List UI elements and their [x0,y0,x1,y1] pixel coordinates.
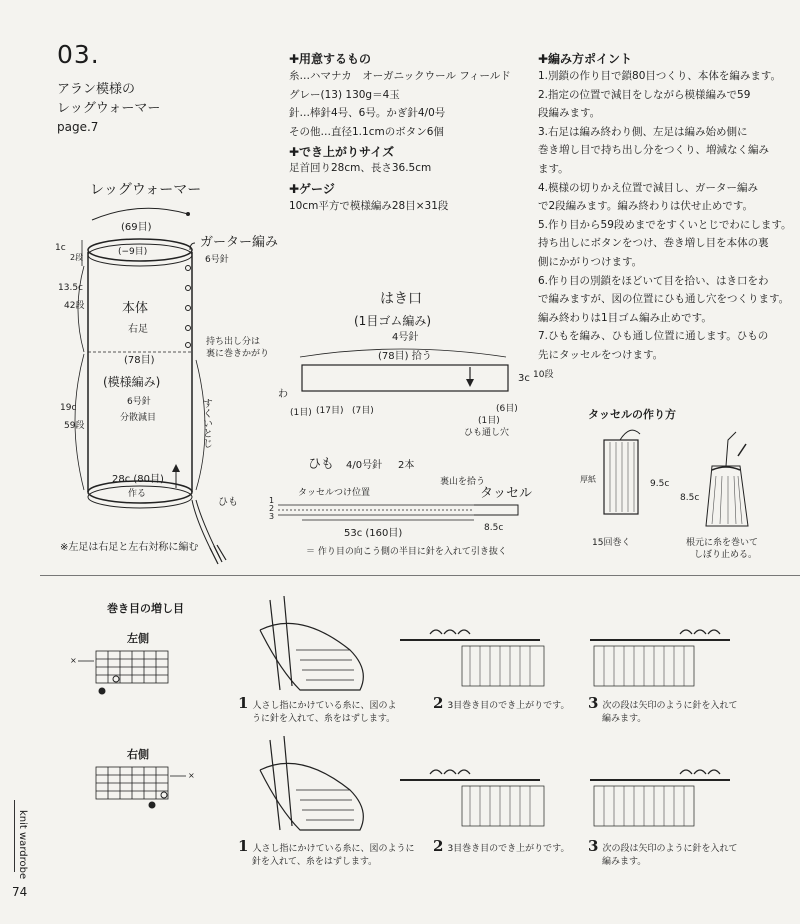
string-8-5c: 8.5c [484,523,504,533]
dim-19c: 19c [60,403,77,413]
makime-left-label: 左側 [127,632,149,645]
dim-42dan: 42段 [64,301,85,311]
extension-note-2: 裏に巻きかがり [206,349,270,359]
materials-line: その他…直径1.1cmのボタン6個 [289,125,444,138]
tassel-8-5c: 8.5c [680,493,700,503]
step-number: 3 [588,837,599,855]
footer-rule [14,800,15,872]
pattern-title-line1: アラン模様の [57,82,136,97]
instruction-line: 2.指定の位置で減目をしながら模様編みで59 [538,88,751,101]
makime-illustrations [240,590,760,870]
hakiguchi-count: (78目) 拾う [378,351,432,362]
step-number: 2 [433,694,444,712]
extension-note-1: 持ち出し分は [206,337,261,347]
hakiguchi-m1b: (1目) [478,416,500,426]
tassel-card [604,440,638,514]
dim-1c: 1c [55,243,66,253]
right-side-chart [96,767,168,799]
dim-13-5c: 13.5c [58,283,83,293]
string-needle: 4/0号針 [346,460,383,471]
instruction-line: 編み終わりは1目ゴム編み止めです。 [538,311,712,324]
leg-warmer-diagram [0,170,290,570]
step1-left-illustration [260,596,363,690]
pattern-number: 03. [57,40,100,69]
materials-line: 糸…ハマナカ オーガニックウール フィールド [289,70,511,82]
step3-left-caption [588,694,738,726]
string-tassel: タッセル [480,486,533,501]
row-1: 1 [269,496,275,505]
step-number: 3 [588,694,599,712]
step2-right-illustration [400,770,544,826]
right-leg-label: 右足 [128,324,148,335]
instructions-list [538,67,792,365]
section-divider [40,575,800,576]
body-label: 本体 [122,301,149,316]
top-circumference-arc [92,208,188,220]
tassel-wraps: 15回巻く [592,538,631,548]
step3-right-line2: 編みます。 [602,857,647,867]
string-count: 2本 [398,460,415,471]
step2-right-caption [433,837,570,856]
string-note: ＝ 作り目の向こう側の半目に針を入れて引き抜く [306,547,507,557]
top-count: (69目) [121,222,152,233]
instruction-line: で2段編みます。編み終わりは伏せ止めです。 [538,200,753,213]
hakiguchi-needle: 4号針 [392,332,419,343]
makime-right-label: 右側 [127,748,149,761]
hakiguchi-diagram [270,285,560,445]
instruction-line: 先にタッセルをつけます。 [538,348,664,361]
instruction-line: 4.模様の切りかえ位置で減目し、ガーター編み [538,181,759,194]
makime-title: 巻き目の増し目 [107,602,184,615]
pattern-label: (模様編み) [103,375,161,389]
step1-right-line1: 人さし指にかけている糸に、図のように [252,844,415,854]
garter-needle: 6号針 [205,255,229,265]
step2-left-illustration [400,630,544,686]
svg-text:×: × [70,656,77,665]
step2-right-text: 3目巻き目のでき上がりです。 [447,844,570,854]
step3-left-line2: 編みます。 [602,714,647,724]
instruction-line: 3.右足は編み終わり側、左足は編み始め側に [538,125,748,138]
instruction-line: 段編みます。 [538,107,601,120]
step3-right-caption [588,837,738,869]
hakiguchi-m17: (17目) [316,406,344,416]
tassel-cardboard: 厚紙 [580,475,596,484]
footer-brand: knit wardrobe [17,810,28,880]
string-diagram [262,450,562,560]
tassel-position: タッセルつけ位置 [298,488,371,498]
tassel-root-1: 根元に糸を巻いて [686,538,759,548]
instruction-line: で編みますが、図の位置にひも通し穴をつくります。 [538,293,790,306]
step-number: 1 [238,837,249,855]
sukui-label: すくいとじ [200,398,212,448]
hakiguchi-3c: 3c [518,373,530,384]
materials-line: 針…棒針4号、6号。かぎ針4/0号 [289,107,446,120]
left-leg-note: ※左足は右足と左右対称に編む [60,542,199,553]
gauge-heading: ✚ゲージ [289,182,335,196]
mid-count: (78目) [124,355,155,366]
tassel-9-5c: 9.5c [650,479,670,489]
step-number: 2 [433,837,444,855]
hakiguchi-subtitle: (1目ゴム編み) [354,314,431,328]
gauge-text: 10cm平方で模様編み28目×31段 [289,200,449,212]
instruction-line: 1.別鎖の作り目で鎖80目つくり、本体を編みます。 [538,70,782,82]
finished-size-heading: ✚でき上がりサイズ [289,145,395,159]
instructions-heading: ✚編み方ポイント [538,52,633,66]
dim-59dan: 59段 [64,421,85,431]
left-side-chart [96,651,168,683]
makime-charts [60,645,210,815]
tsukuru-label: 作る [128,489,147,499]
bottom-count: 28c (80目) [112,474,164,485]
step-number: 1 [238,694,249,712]
pattern-title-line2: レッグウォーマー [57,101,161,116]
instruction-line: 側にかがりつけます。 [538,255,643,268]
step1-right-caption [238,837,415,869]
hakiguchi-wa: わ [278,389,288,400]
instruction-line: 6.作り目の別鎖をほどいて目を拾い、はき口をわ [538,274,769,287]
step1-right-illustration [260,736,363,830]
step3-left-line1: 次の段は矢印のように針を入れて [602,701,738,711]
step2-left-text: 3目巻き目のでき上がりです。 [447,701,570,711]
instruction-line: 5.作り目から59段めまでをすくいとじでわにします。 [538,218,792,231]
diagram-title: レッグウォーマー [90,182,202,198]
hakiguchi-m1: (1目) [290,408,312,418]
instruction-line: ます。 [538,162,569,175]
hakiguchi-band [302,365,508,391]
tassel-root-2: しぼり止める。 [694,550,758,560]
hakiguchi-m6: (6目) [496,404,518,414]
svg-text:×: × [188,771,195,780]
step3-right-line1: 次の段は矢印のように針を入れて [602,844,738,854]
step1-left-line1: 人さし指にかけている糸に、図のよ [252,701,397,711]
tassel-title: タッセルの作り方 [588,408,676,421]
page-number: 74 [12,885,28,899]
hakiguchi-m7: (7目) [352,406,374,416]
hakiguchi-title: はき口 [380,291,422,307]
instruction-line: 巻き増し目で持ち出し分をつくり、増減なく編み [538,144,769,157]
materials-heading: ✚用意するもの [289,52,372,66]
string-urayama: 裏山を拾う [440,477,486,487]
decrease-label: 分散減目 [120,413,157,423]
step2-left-caption [433,694,570,713]
step3-right-illustration [590,770,730,826]
instruction-line: 7.ひもを編み、ひも通し位置に通します。ひもの [538,330,769,343]
tassel-diagram [570,400,790,570]
step1-left-line2: うに針を入れて、糸をはずします。 [252,714,396,724]
pattern-needle: 6号針 [127,397,151,407]
instruction-line: 持ち出しにボタンをつけ、巻き増し目を本体の裏 [538,237,769,250]
string-label: ひも [218,497,238,508]
finished-size-text: 足首回り28cm、長さ36.5cm [289,162,432,174]
string-title: ひも [308,457,335,472]
page-reference: page.7 [57,120,99,134]
step3-left-illustration [590,630,730,686]
materials-list [289,67,511,141]
string-length: 53c (160目) [344,528,403,539]
dim-2dan: 2段 [70,253,84,262]
row-3: 3 [269,512,275,521]
materials-line: グレー(13) 130g＝4玉 [289,88,400,101]
inner-count: (−9目) [118,247,148,257]
hakiguchi-hole: ひも通し穴 [464,428,510,438]
step1-right-line2: 針を入れて、糸をはずします。 [252,857,378,867]
garter-label: ガーター編み [200,235,279,250]
step1-left-caption [238,694,397,726]
hakiguchi-10dan: 10段 [533,370,554,380]
row-2: 2 [269,504,275,513]
